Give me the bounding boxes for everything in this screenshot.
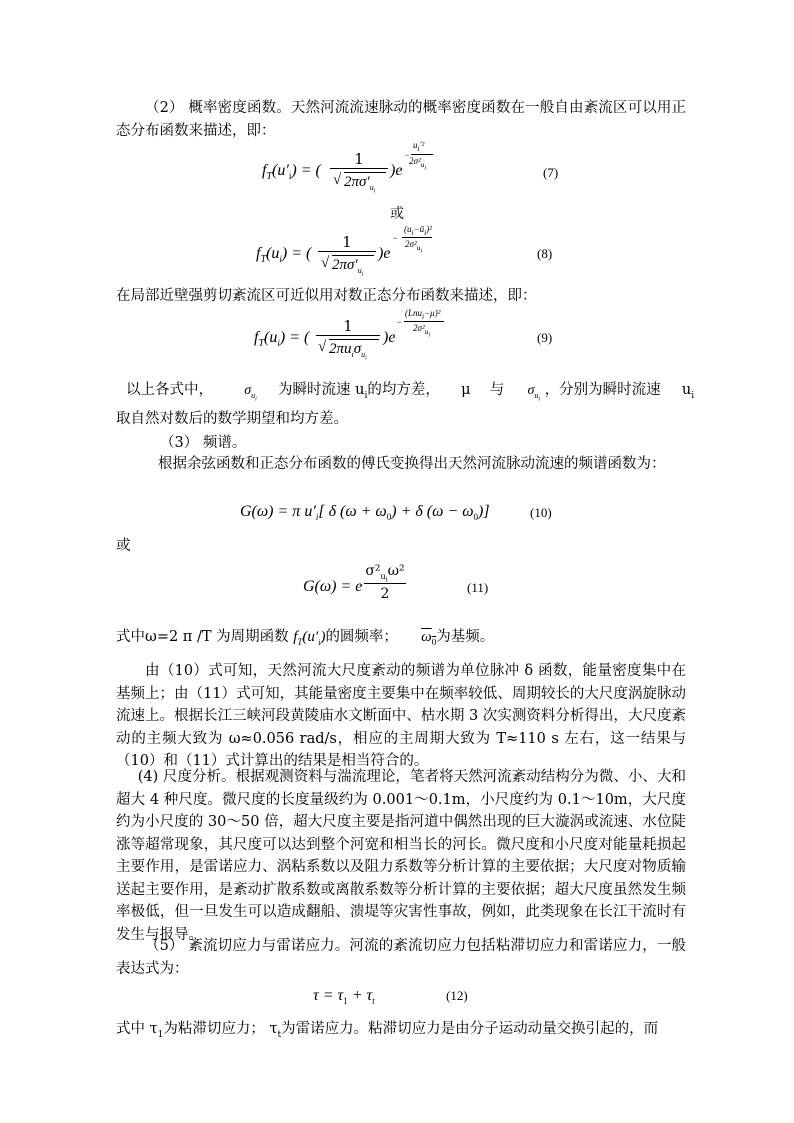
equation-11-number: (11) (467, 580, 489, 595)
paragraph-variable-definitions: 以上各式中， $\sigma_{u_i}$ 为瞬时流速 $u_i$的均方差， μ 与 $\sigma_{u_i}$ ，分别为瞬时流速 $u_i$ (126, 382, 695, 403)
para3-text-a: 以上各式中， (126, 382, 213, 398)
omega0-symbol: $\omega_0$ (421, 629, 437, 647)
or-connector-2: 或 (116, 538, 131, 554)
para9-text-c: 为雷诺应力。粘滞切应力是由分子运动动量交换引起的，而 (281, 1021, 659, 1037)
mu-symbol: μ (461, 382, 471, 398)
paragraph-spectrum: 根据余弦函数和正态分布函数的傅氏变换得出天然河流脉动流速的频谱函数为： (158, 456, 666, 472)
sigma-symbol: $\sigma_{u_i}$ (244, 383, 257, 403)
para3-text-e: 与 (489, 382, 505, 398)
para9-text-a: 式中 τ (116, 1021, 158, 1037)
para3-text-g: u (681, 382, 692, 398)
equation-8-number: (8) (537, 246, 553, 261)
para3-text-c: 的均方差， (367, 382, 440, 398)
section-heading-spectrum: （3） 频谱。 (160, 435, 247, 451)
equation-7-number: (7) (543, 165, 559, 180)
para3-text-f: ，分别为瞬时流速 (544, 382, 661, 398)
para3-text-b: 为瞬时流速 u (278, 382, 365, 398)
paragraph-probability-density: （2） 概率密度函数。天然河流流速脉动的概率密度函数在一般自由紊流区可以用正态分布函数来描述，即： (116, 100, 686, 139)
equation-9-number: (9) (537, 330, 553, 345)
paragraph-scale-analysis: (4) 尺度分析。根据观测资料与湍流理论，笔者将天然河流紊动结构分为微、小、大和超大 4 种尺度。微尺度的长度量级约为 0.001～0.1m，小尺度约为 0.1～10m，大尺度约为小尺度的 30～50 倍，超大尺度主要是指河道中偶然出现的巨大漩涡或流速、水位陡涨等超常现象，其尺度可以达到整个河宽和相当长的河长。微尺度和小尺度对能量耗损起主要作用，是雷诺应力、涡粘系数以及阻力系数等分析计算的主要依据；大尺度对物质输送起主要作用，是紊动扩散系数或离散系数等分析计算的主要依据；超大尺度虽然发生频率极低，但一旦发生可以造成翻船、溃堤等灾害性事故，例如，此类现象在长江干流时有发生与报导。 (116, 769, 686, 943)
equation-12-number: (12) (446, 988, 468, 1003)
para9-text-b: 为粘滞切应力； τ (163, 1021, 278, 1037)
para5-text-b: 的圆频率； (325, 629, 398, 645)
paragraph-spectrum-analysis: 由（10）式可知，天然河流大尺度紊动的频谱为单位脉冲 δ 函数，能量密度集中在基频上；由（11）式可知，其能量密度主要集中在频率较低、周期较长的大尺度涡旋脉动流速上。根据长江三峡河段黄陵庙水文断面中、枯水期 3 次实测资料分析得出，大尺度紊动的主频大致为 ω≈0.056 rad/s，相应的主周期大致为 T≈110 s 左右，这一结果与（10）和（11）式计算出的结果是相当符合的。 (116, 663, 686, 769)
sigma-symbol-2: $\sigma_{u_i}$ (527, 383, 541, 403)
para5-text-c: 为基频。 (436, 629, 495, 645)
para5-text-a: 式中ω=2 π /T 为周期函数 (116, 629, 289, 645)
or-connector: 或 (390, 206, 404, 222)
paragraph-turbulent-stress: （5） 紊流切应力与雷诺应力。河流的紊流切应力包括粘滞切应力和雷诺应力，一般表达式为： (116, 938, 686, 977)
equation-10-number: (10) (530, 505, 552, 520)
paragraph-lognormal: 在局部近壁强剪切紊流区可近似用对数正态分布函数来描述，即： (116, 288, 537, 304)
function-symbol: $f_T(u'_i)$ (293, 629, 326, 647)
paragraph-variable-definitions-end: 取自然对数后的数学期望和均方差。 (116, 411, 348, 427)
paragraph-stress-definitions: 式中 $\tau_1$为粘滞切应力； $\tau_t$为雷诺应力。粘滞切应力是由分子运动动量交换引起的，而 (116, 1021, 659, 1040)
paragraph-omega-definition (116, 626, 494, 654)
